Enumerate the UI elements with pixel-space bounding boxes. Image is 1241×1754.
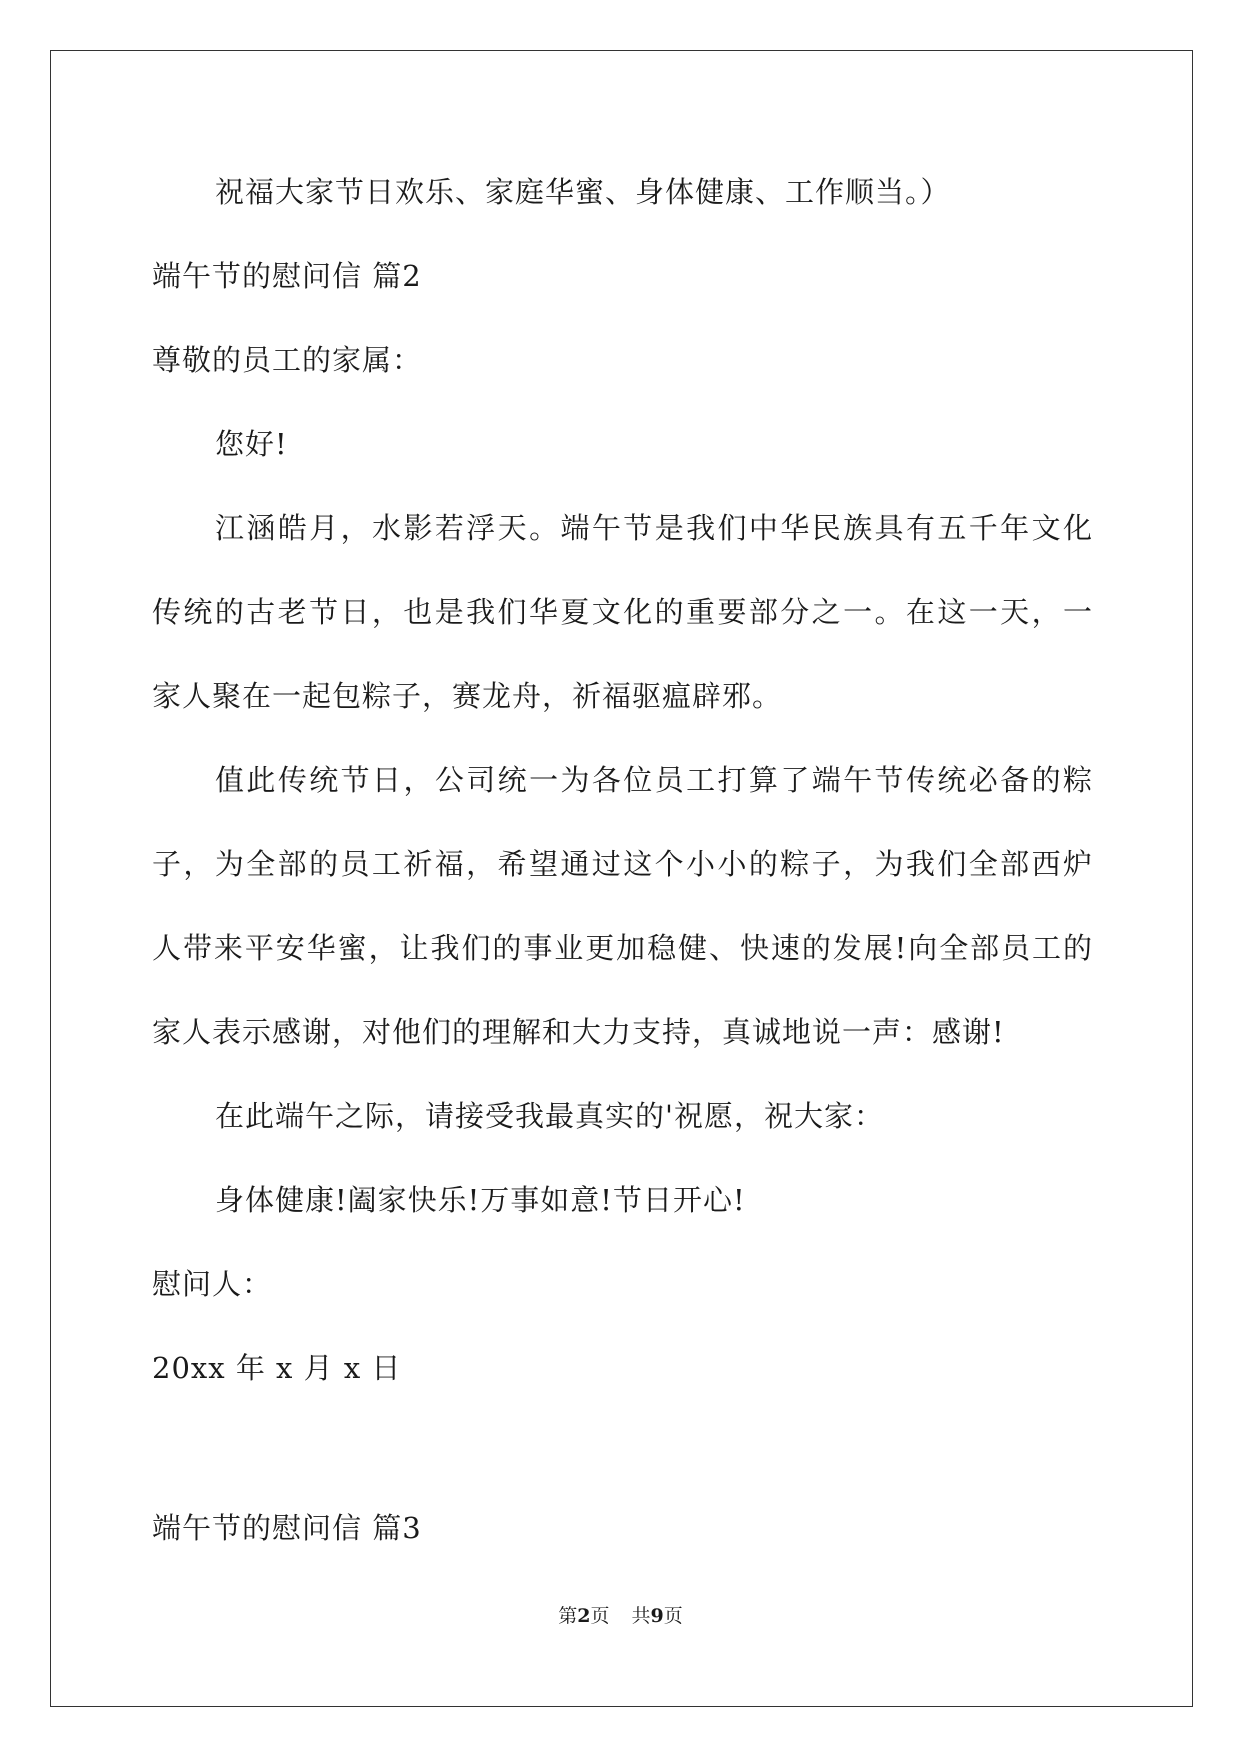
footer-total-suffix: 页	[663, 1605, 683, 1627]
paragraph-line: 值此传统节日，公司统一为各位员工打算了端午节传统必备的粽	[215, 763, 1092, 797]
footer-page-number: 2	[577, 1605, 591, 1627]
paragraph-line: 子，为全部的员工祈福，希望通过这个小小的粽子，为我们全部西炉	[152, 847, 1092, 881]
paragraph-line: 在此端午之际，请接受我最真实的'祝愿，祝大家：	[215, 1099, 884, 1133]
paragraph-line: 人带来平安华蜜，让我们的事业更加稳健、快速的发展!向全部员工的	[152, 931, 1092, 965]
salutation: 尊敬的员工的家属：	[152, 343, 423, 377]
page-footer	[0, 1604, 1241, 1628]
footer-total-prefix: 共	[631, 1605, 651, 1627]
date-line: 20xx 年 x 月 x 日	[152, 1351, 402, 1385]
paragraph-line: 家人表示感谢，对他们的理解和大力支持，真诚地说一声：感谢!	[152, 1015, 1005, 1049]
footer-total-pages: 9	[650, 1605, 664, 1627]
wishes-line: 身体健康!阖家快乐!万事如意!节日开心!	[215, 1183, 746, 1217]
section-heading: 端午节的慰问信 篇2	[152, 259, 422, 293]
paragraph-line: 传统的古老节日，也是我们华夏文化的重要部分之一。在这一天，一	[152, 595, 1092, 629]
section-heading: 端午节的慰问信 篇3	[152, 1511, 422, 1545]
footer-page-suffix: 页	[590, 1605, 610, 1627]
greeting: 您好!	[215, 427, 288, 461]
paragraph-line: 祝福大家节日欢乐、家庭华蜜、身体健康、工作顺当。）	[215, 175, 951, 209]
footer-prefix: 第	[558, 1605, 578, 1627]
paragraph-line: 家人聚在一起包粽子，赛龙舟，祈福驱瘟辟邪。	[152, 679, 783, 713]
signature-label: 慰问人：	[152, 1267, 273, 1301]
paragraph-line: 江涵皓月，水影若浮天。端午节是我们中华民族具有五千年文化	[215, 511, 1092, 545]
